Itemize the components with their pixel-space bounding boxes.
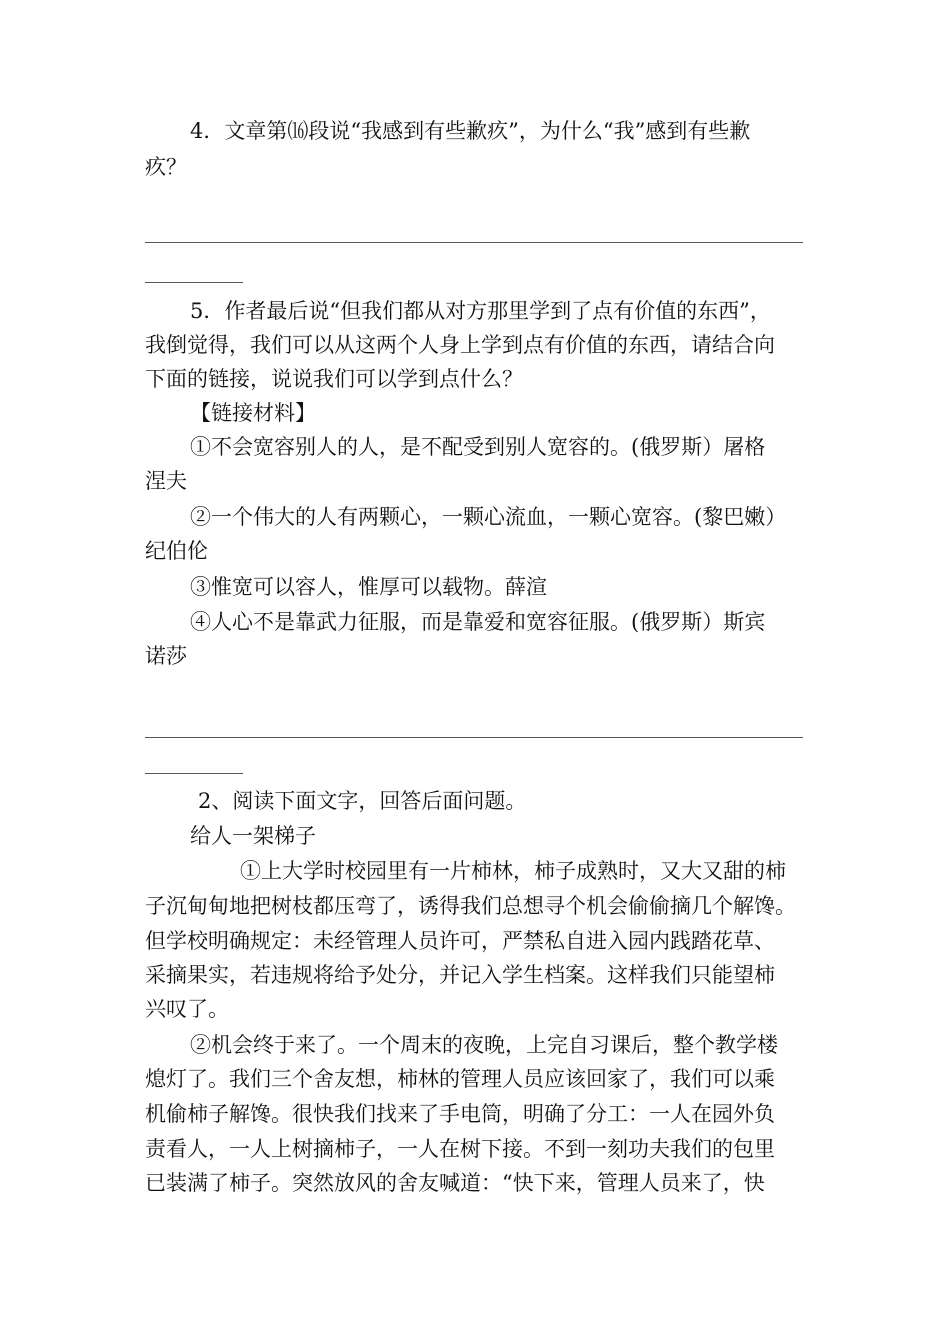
material-item-4-line-2: 诺莎 [145, 644, 187, 668]
question-5-line-2: 我倒觉得，我们可以从这两个人身上学到点有价值的东西，请结合向 [145, 333, 775, 357]
answer-line-end [145, 282, 243, 283]
answer-line [145, 242, 803, 243]
paragraph-2-line: 已装满了柿子。突然放风的舍友喊道：“快下来，管理人员来了，快 [145, 1171, 765, 1195]
paragraph-2-line: 熄灯了。我们三个舍友想，柿林的管理人员应该回家了，我们可以乘 [145, 1067, 775, 1091]
material-title: 【链接材料】 [190, 401, 316, 425]
question-4-line-1: 4．文章第⒃段说“我感到有些歉疚”，为什么“我”感到有些歉 [190, 119, 751, 143]
paragraph-2-line: 机偷柿子解馋。很快我们找来了手电筒，明确了分工：一人在园外负 [145, 1102, 775, 1126]
section-2-intro: 2、阅读下面文字，回答后面问题。 [198, 789, 527, 813]
paragraph-1-line: 采摘果实，若违规将给予处分，并记入学生档案。这样我们只能望柿 [145, 963, 775, 987]
material-item-3: ③惟宽可以容人，惟厚可以载物。薛渲 [190, 575, 547, 599]
paragraph-1-line: 子沉甸甸地把树枝都压弯了，诱得我们总想寻个机会偷偷摘几个解馋。 [145, 894, 796, 918]
material-item-1-line-1: ①不会宽容别人的人，是不配受到别人宽容的。(俄罗斯）屠格 [190, 435, 766, 459]
paragraph-1-line: 但学校明确规定：未经管理人员许可，严禁私自进入园内践踏花草、 [145, 929, 775, 953]
material-item-2-line-2: 纪伯伦 [145, 539, 208, 563]
question-5-line-1: 5．作者最后说“但我们都从对方那里学到了点有价值的东西”， [190, 299, 771, 323]
paragraph-1-line: 兴叹了。 [145, 997, 229, 1021]
question-4-line-2: 疚？ [145, 155, 187, 179]
passage-title: 给人一架梯子 [190, 824, 316, 848]
answer-line-end [145, 773, 243, 774]
paragraph-2-line: 责看人，一人上树摘柿子，一人在树下接。不到一刻功夫我们的包里 [145, 1137, 775, 1161]
material-item-4-line-1: ④人心不是靠武力征服，而是靠爱和宽容征服。(俄罗斯）斯宾 [190, 610, 766, 634]
question-5-line-3: 下面的链接，说说我们可以学到点什么？ [145, 367, 523, 391]
answer-line [145, 737, 803, 738]
material-item-2-line-1: ②一个伟大的人有两颗心，一颗心流血，一颗心宽容。(黎巴嫩） [190, 505, 787, 529]
paragraph-1-line: ①上大学时校园里有一片柿林，柿子成熟时，又大又甜的柿 [240, 859, 786, 883]
paragraph-2-line: ②机会终于来了。一个周末的夜晚，上完自习课后，整个教学楼 [190, 1033, 778, 1057]
material-item-1-line-2: 涅夫 [145, 469, 187, 493]
